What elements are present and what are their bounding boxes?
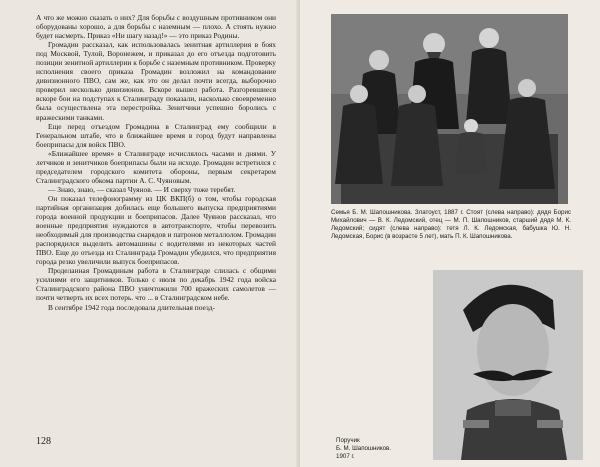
paragraph: Он показал телефонограмму из ЦК ВКП(б) о том, чтобы городская партийная организация добилась еще большего выпуска предприятиями города военной продукции и боеприпасов. Далее Чуянов рассказал, что военные предприятия нуждаются в автотранспорте, чтобы перевозить необходимый для производства снарядов и патронов металлолом. Громадин распорядился выделить автомашины с водителями из некоторых частей ПВО. Еще до отъезда из Сталинграда Громадин убедился, что предприятия города резко увеличили выпуск боеприпасов.	[36, 193, 276, 267]
paragraph: А что же можно сказать о них? Для борьбы с воздушным противником они оборудованы хорошо, а для борьбы с наземным — плохо. А стоять нужно будет насмерть. Приказ «Ни шагу назад!» — это приказ Родины.	[36, 13, 276, 41]
portrait-illustration	[433, 270, 583, 460]
paragraph: Проделанная Громадиным работа в Сталинграде слилась с общими усилиями его защитников. Только с июля по декабрь 1942 года войска Сталинградского района ПВО уничтожили 700 вражеских самолетов — почти четверть их всех потерь. что ... в Сталинградском небе.	[36, 266, 276, 303]
family-photo	[331, 14, 568, 204]
portrait-caption-line: Поручик	[336, 437, 360, 444]
portrait-caption-line: Б. М. Шапошников.	[336, 445, 392, 452]
paragraph: В сентябре 1942 года последовала длительная поезд-	[48, 302, 215, 312]
portrait-caption	[336, 437, 416, 461]
page-number: 128	[36, 436, 51, 447]
body-text	[36, 13, 276, 312]
paragraph: — Знаю, знаю, — сказал Чуянов. — И сверху тоже теребят.	[48, 184, 236, 194]
portrait-caption-line: 1907 г.	[336, 453, 355, 460]
paragraph: «Ближайшее время» в Сталинграде исчислялось часами и днями. У летчиков и зенитчиков боеприпасы были на исходе. Громадин встретился с председателем городского комитета обороны, первым секретарем Сталинградского обкома партии А. С. Чуяновым.	[36, 148, 276, 185]
paragraph: Еще перед отъездом Громадина в Сталинград ему сообщили в Генеральном штабе, что в ближайшее время в город будут направлены боеприпасы для войск ПВО.	[36, 121, 276, 149]
portrait-photo	[433, 270, 583, 460]
family-photo-caption: Семья Б. М. Шапошникова. Златоуст, 1887 г. Стоят (слева направо): дядя Борис Михайлович — В. К. Ледомский, отец — М. П. Шапошников, старший дядя М. К. Ледомский; сидят (слева направо): тетя Л. К. Ледомская, бабушка Ю. Н. Ледомская, Борис (в возрасте 5 лет), мать П. К. Шапошникова.	[331, 209, 571, 240]
paragraph: Громадин рассказал, как использовалась зенитная артиллерия в боях под Москвой, Тулой, Воронежем, и приказал до его отъезда подготовить позиции зенитной артиллерии к борьбе с наземным противником. Проверку исполнения своего приказа Громадин возложил на командование дивизионного ПВО, сам же, как это он делал почти всегда, выборочно проверил несколько дивизионов. Вскоре вышел работа. Разгоревшиеся вскоре бои на подступах к Сталинграду показали, насколько своевременно была осуществлена эта перестройка. Зенитчики успешно боролись с вражескими танками.	[36, 40, 276, 122]
family-photo-illustration	[331, 14, 568, 204]
